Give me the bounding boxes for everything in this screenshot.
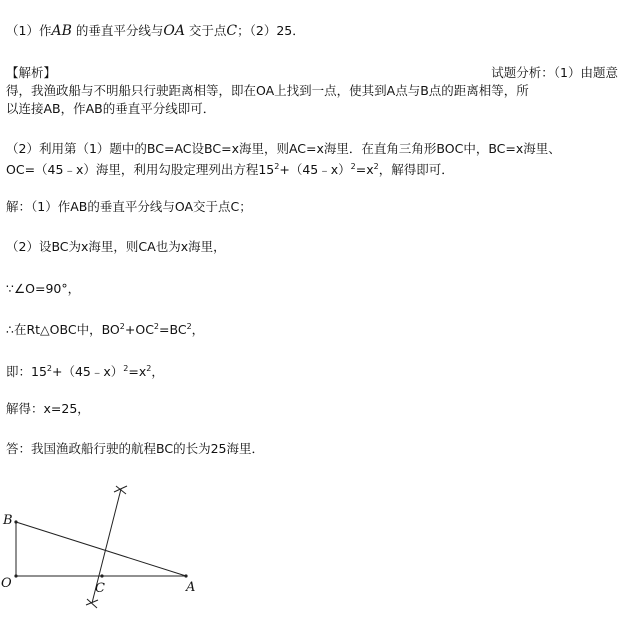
answer-text: 的垂直平分线与: [71, 23, 164, 38]
solution-step: ∴在Rt△OBC中，$BO^2+OC^2=BC^2$，: [6, 322, 205, 337]
analysis-text: （2）利用第（1）题中的BC=AC设BC=x海里，则AC=x海里．在直角三角形BOC中，BC=x海里、: [6, 141, 561, 156]
segment-oa-label: OA: [163, 23, 185, 39]
answer-line: [6, 22, 305, 40]
solution-step: 答：我国渔政船行驶的航程BC的长为25海里．: [6, 441, 264, 456]
solution-step: 解得：x=25，: [6, 401, 90, 416]
answer-text: （1）作: [6, 23, 52, 38]
point-a: [184, 574, 187, 577]
point-c-label: C: [226, 23, 238, 39]
point-o: [14, 574, 17, 577]
analysis-text: 得，我渔政船与不明船只行驶距离相等，即在OA上找到一点，使其到A点与B点的距离相等，所: [6, 83, 529, 98]
solution-step: ∵∠O=90°，: [6, 281, 81, 296]
geometry-figure: [0, 479, 630, 639]
point-b: [14, 520, 17, 523]
analysis-heading: 试题分析：（1）由题意: [491, 65, 618, 80]
analysis-text: OC=（45﹣x）海里，利用勾股定理列出方程$15^2+(45﹣x)^2=x^2$，解得即可．: [6, 162, 454, 177]
solution-step: 解：（1）作AB的垂直平分线与OA交于点C；: [6, 199, 252, 214]
solution-step: （2）设BC为x海里，则CA也为x海里，: [6, 239, 226, 254]
analysis-tag: 【解析】: [6, 65, 57, 80]
segment-ab-label: AB: [51, 23, 72, 39]
point-c: [100, 574, 103, 577]
analysis-text: 以连接AB，作AB的垂直平分线即可．: [6, 101, 216, 116]
answer-text: ；（2）25．: [237, 23, 305, 38]
label-c: C: [95, 581, 105, 596]
answer-text: 交于点: [184, 23, 227, 38]
label-a: A: [186, 580, 196, 595]
solution-step: 即：$15^2+(45﹣x)^2=x^2$，: [6, 364, 164, 379]
arc-mark-bottom: [86, 600, 98, 605]
label-o: O: [1, 576, 12, 591]
label-b: B: [3, 513, 13, 528]
